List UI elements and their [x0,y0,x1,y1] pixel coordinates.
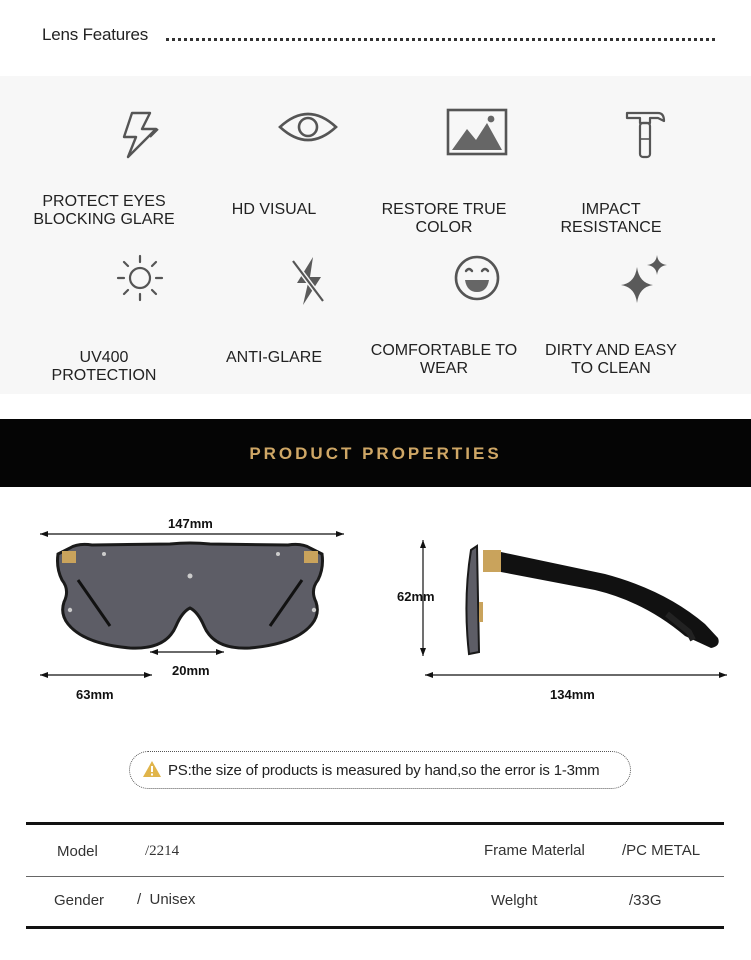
front-view-diagram [30,510,360,710]
warning-icon [142,760,162,778]
product-properties-title: PRODUCT PROPERTIES [249,444,502,463]
spec-table-top-rule [26,822,724,825]
weight-value: /33G [629,892,662,909]
feature-label: HD VISUAL [231,201,317,218]
crossed-lightning-icon [233,253,383,314]
lightning-bolt-icon [65,107,215,168]
model-label: Model [57,843,98,860]
product-properties-banner [0,419,751,487]
weight-label: Welght [491,892,538,909]
frame-material-label: Frame Materlal [484,842,585,859]
sunglasses-front [58,543,323,648]
measurement-note-text: PS:the size of products is measured by hand,so the error is 1-3mm [168,762,600,779]
frame-width-label: 147mm [168,516,213,531]
feature-label: RESTORE TRUE COLOR [381,201,507,236]
features-panel [0,76,751,394]
measurement-note [129,751,631,789]
feature-label: ANTI-GLARE [225,349,322,366]
bridge-width-label: 20mm [172,663,210,678]
eye-icon [233,107,383,152]
gender-value: / Unisex [137,891,196,908]
gender-label: Gender [54,892,105,909]
spec-table-divider [26,876,724,877]
temple-length-label: 134mm [550,687,595,702]
frame-material-value: /PC METAL [622,842,701,859]
feature-label: DIRTY AND EASY TO CLEAN [545,342,677,377]
spec-table-bottom-rule [26,926,724,929]
sunglasses-side [466,546,718,654]
lens-features-title: Lens Features [42,25,149,44]
sun-icon [65,253,215,308]
feature-label: IMPACT RESISTANCE [560,201,662,236]
lens-height-label: 62mm [397,589,435,604]
sparkle-icon [570,253,720,310]
hammer-icon [570,107,720,166]
dotted-divider [166,38,715,41]
feature-label: PROTECT EYES BLOCKING GLARE [33,193,175,228]
feature-label: COMFORTABLE TO WEAR [370,342,518,377]
landscape-picture-icon [402,107,552,162]
smiley-face-icon [402,253,552,308]
feature-label: UV400 PROTECTION [51,349,157,384]
model-value: /2214 [145,843,180,859]
lens-width-label: 63mm [76,687,114,702]
lens-features-header [0,0,751,70]
side-view-diagram [405,530,740,700]
